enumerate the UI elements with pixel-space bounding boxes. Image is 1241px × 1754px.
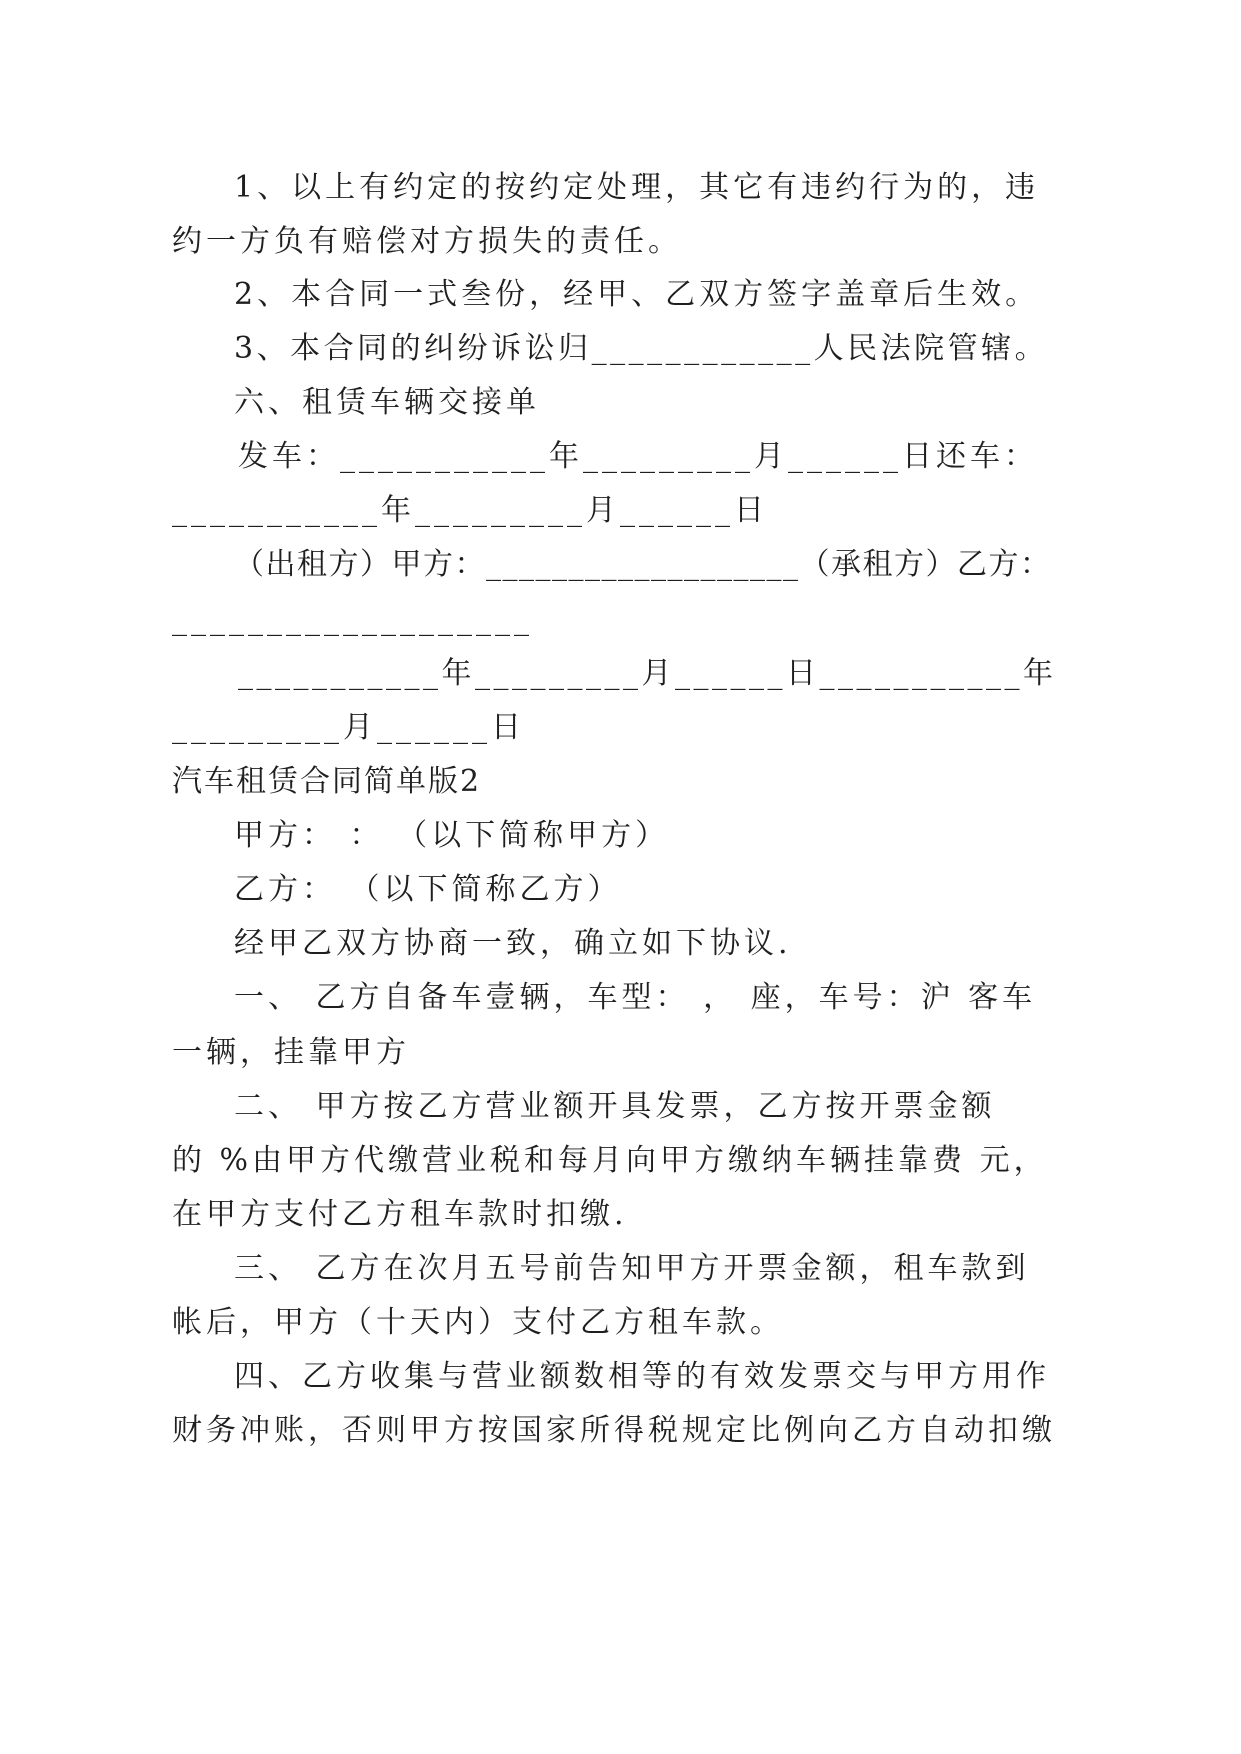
article-2-line-1: 二、 甲方按乙方营业额开具发票，乙方按开票金额 <box>234 1089 996 1124</box>
article-2-line-3: 在甲方支付乙方租车款时扣缴. <box>172 1197 628 1232</box>
section-title: 汽车租赁合同简单版2 <box>172 764 482 799</box>
article-3-line-1: 三、 乙方在次月五号前告知甲方开票金额，租车款到 <box>234 1251 1030 1286</box>
clause-1-line-2: 约一方负有赔偿对方损失的责任。 <box>172 224 682 259</box>
clause-1-line-1: 1、以上有约定的按约定处理，其它有违约行为的，违 <box>234 170 1040 205</box>
section-6-heading: 六、租赁车辆交接单 <box>234 385 540 420</box>
article-2-line-2: 的 %由甲方代缴营业税和每月向甲方缴纳车辆挂靠费 元， <box>172 1143 1048 1178</box>
clause-2: 2、本合同一式叁份，经甲、乙双方签字盖章后生效。 <box>234 277 1040 312</box>
signature-dates-line-1: ___________年_________月______日___________年 <box>238 656 1057 691</box>
article-1-line-1: 一、 乙方自备车壹辆，车型： ， 座，车号：沪 客车 <box>234 980 1037 1015</box>
clause-3: 3、本合同的纠纷诉讼归____________人民法院管辖。 <box>234 331 1049 366</box>
handover-dates-line-2: ___________年_________月______日 <box>172 493 768 528</box>
article-4-line-2: 财务冲账，否则甲方按国家所得税规定比例向乙方自动扣缴 <box>172 1413 1056 1448</box>
signature-dates-line-2: _________月______日 <box>172 710 525 745</box>
agreement-intro: 经甲乙双方协商一致，确立如下协议. <box>234 926 792 961</box>
article-4-line-1: 四、乙方收集与营业额数相等的有效发票交与甲方用作 <box>234 1359 1050 1394</box>
party-a: 甲方： ： （以下简称甲方） <box>234 818 670 853</box>
signature-parties-line-2: ___________________ <box>172 602 533 637</box>
handover-dates-line-1: 发车：___________年_________月______日还车： <box>238 439 1038 474</box>
party-b: 乙方： （以下简称乙方） <box>234 872 622 907</box>
article-3-line-2: 帐后，甲方（十天内）支付乙方租车款。 <box>172 1305 784 1340</box>
article-1-line-2: 一辆，挂靠甲方 <box>172 1035 410 1070</box>
signature-parties-line-1: （出租方）甲方：___________________（承租方）乙方： <box>234 547 1052 582</box>
